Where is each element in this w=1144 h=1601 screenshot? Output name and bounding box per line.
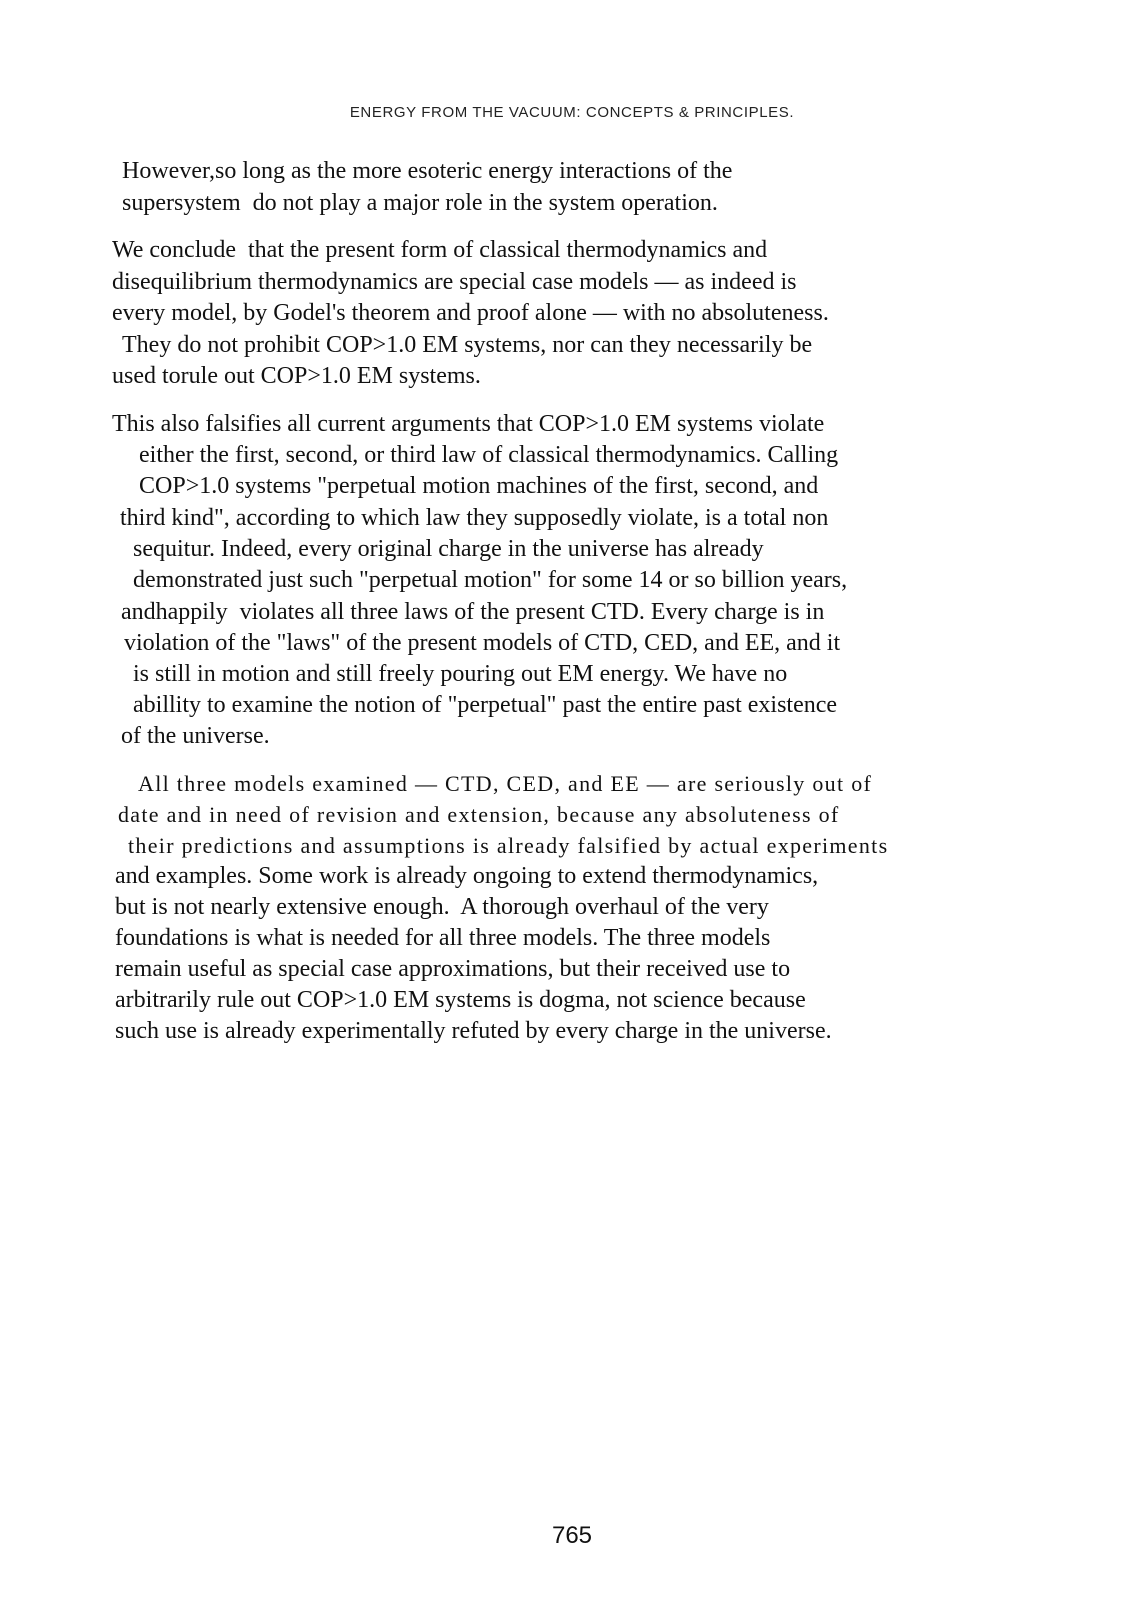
paragraph-line: remain useful as special case approximations, but their received use to: [115, 956, 791, 982]
paragraph-line: All three models examined — CTD, CED, and EE — are seriously out of: [138, 771, 873, 796]
paragraph-line: either the first, second, or third law of classical thermodynamics. Calling: [139, 442, 839, 468]
paragraph-line: but is not nearly extensive enough. A thorough overhaul of the very: [115, 894, 769, 920]
paragraph-line: violation of the "laws" of the present models of CTD, CED, and EE, and it: [124, 630, 841, 656]
paragraph-line: sequitur. Indeed, every original charge in the universe has already: [133, 536, 764, 562]
paragraph-line: third kind", according to which law they supposedly violate, is a total non: [120, 505, 829, 531]
paragraph-line: We conclude that the present form of classical thermodynamics and: [112, 237, 768, 263]
paragraph-line: COP>1.0 systems "perpetual motion machines of the first, second, and: [139, 473, 819, 499]
paragraph-line: andhappily violates all three laws of the present CTD. Every charge is in: [121, 599, 825, 625]
paragraph-line: abillity to examine the notion of "perpetual" past the entire past existence: [133, 692, 838, 718]
paragraph-line: used torule out COP>1.0 EM systems.: [112, 363, 481, 389]
paragraph-line: arbitrarily rule out COP>1.0 EM systems is dogma, not science because: [115, 987, 806, 1013]
paragraph-line: their predictions and assumptions is already falsified by actual experiments: [128, 833, 889, 858]
paragraph-line: demonstrated just such "perpetual motion" for some 14 or so billion years,: [133, 567, 848, 593]
paragraph-line: is still in motion and still freely pouring out EM energy. We have no: [133, 661, 788, 687]
paragraph-line: of the universe.: [121, 723, 270, 749]
page-number: 765: [551, 1522, 593, 1549]
paragraph-line: disequilibrium thermodynamics are special case models — as indeed is: [112, 269, 797, 295]
paragraph-line: date and in need of revision and extension, because any absoluteness of: [118, 802, 840, 827]
paragraph-line: every model, by Godel's theorem and proof alone — with no absoluteness.: [112, 300, 829, 326]
paragraph-line: This also falsifies all current arguments that COP>1.0 EM systems violate: [112, 411, 825, 437]
paragraph-line: They do not prohibit COP>1.0 EM systems, nor can they necessarily be: [122, 332, 813, 358]
paragraph-line: such use is already experimentally refuted by every charge in the universe.: [115, 1018, 832, 1044]
paragraph-line: supersystem do not play a major role in the system operation.: [122, 190, 718, 216]
paragraph-line: and examples. Some work is already ongoing to extend thermodynamics,: [115, 863, 819, 889]
running-header: ENERGY FROM THE VACUUM: CONCEPTS & PRINCIPLES.: [349, 104, 795, 121]
paragraph-line: However,so long as the more esoteric energy interactions of the: [122, 158, 733, 184]
paragraph-line: foundations is what is needed for all three models. The three models: [115, 925, 771, 951]
